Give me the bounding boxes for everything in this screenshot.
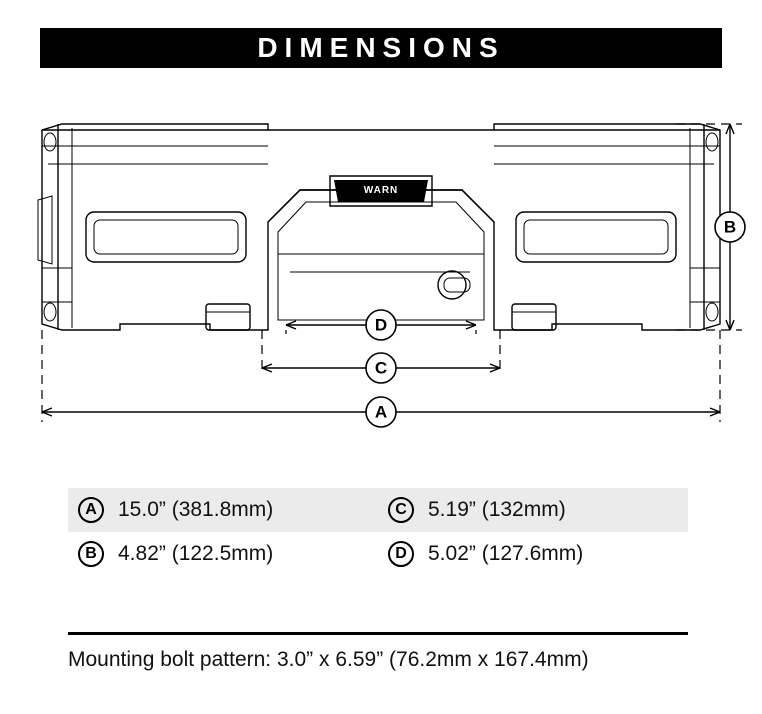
warn-logo-label: WARN	[363, 185, 399, 196]
dimension-entry-b	[68, 532, 378, 576]
badge-a: A	[78, 497, 104, 523]
mounting-bolt-pattern-note: Mounting bolt pattern: 3.0” x 6.59” (76.2mm x 167.4mm)	[68, 648, 589, 671]
dimension-entry-a	[68, 488, 378, 532]
page-title-bar	[40, 28, 722, 68]
dimension-d	[286, 310, 476, 340]
badge-c: C	[388, 497, 414, 523]
warn-logo	[330, 176, 432, 206]
dimension-d-label: D	[374, 315, 388, 335]
dimension-a-label: A	[374, 402, 388, 422]
dimension-b-label: B	[723, 217, 737, 237]
winch-dimension-drawing	[0, 72, 762, 452]
dimension-value-d: 5.02” (127.6mm)	[428, 542, 584, 565]
page-title: DIMENSIONS	[257, 32, 505, 63]
dimension-c	[262, 353, 500, 383]
dimension-value-a: 15.0” (381.8mm)	[118, 498, 274, 521]
dimensions-table	[68, 488, 688, 576]
table-row	[68, 488, 688, 532]
footer-divider	[68, 632, 688, 635]
dimension-entry-c	[378, 488, 688, 532]
badge-d: D	[388, 541, 414, 567]
dimension-a	[42, 397, 720, 427]
table-row	[68, 532, 688, 576]
dimension-entry-d	[378, 532, 688, 576]
dimension-c-label: C	[374, 358, 388, 378]
dimension-value-b: 4.82” (122.5mm)	[118, 542, 274, 565]
dimension-value-c: 5.19” (132mm)	[428, 498, 566, 521]
winch-body-outline	[38, 124, 720, 330]
badge-b: B	[78, 541, 104, 567]
